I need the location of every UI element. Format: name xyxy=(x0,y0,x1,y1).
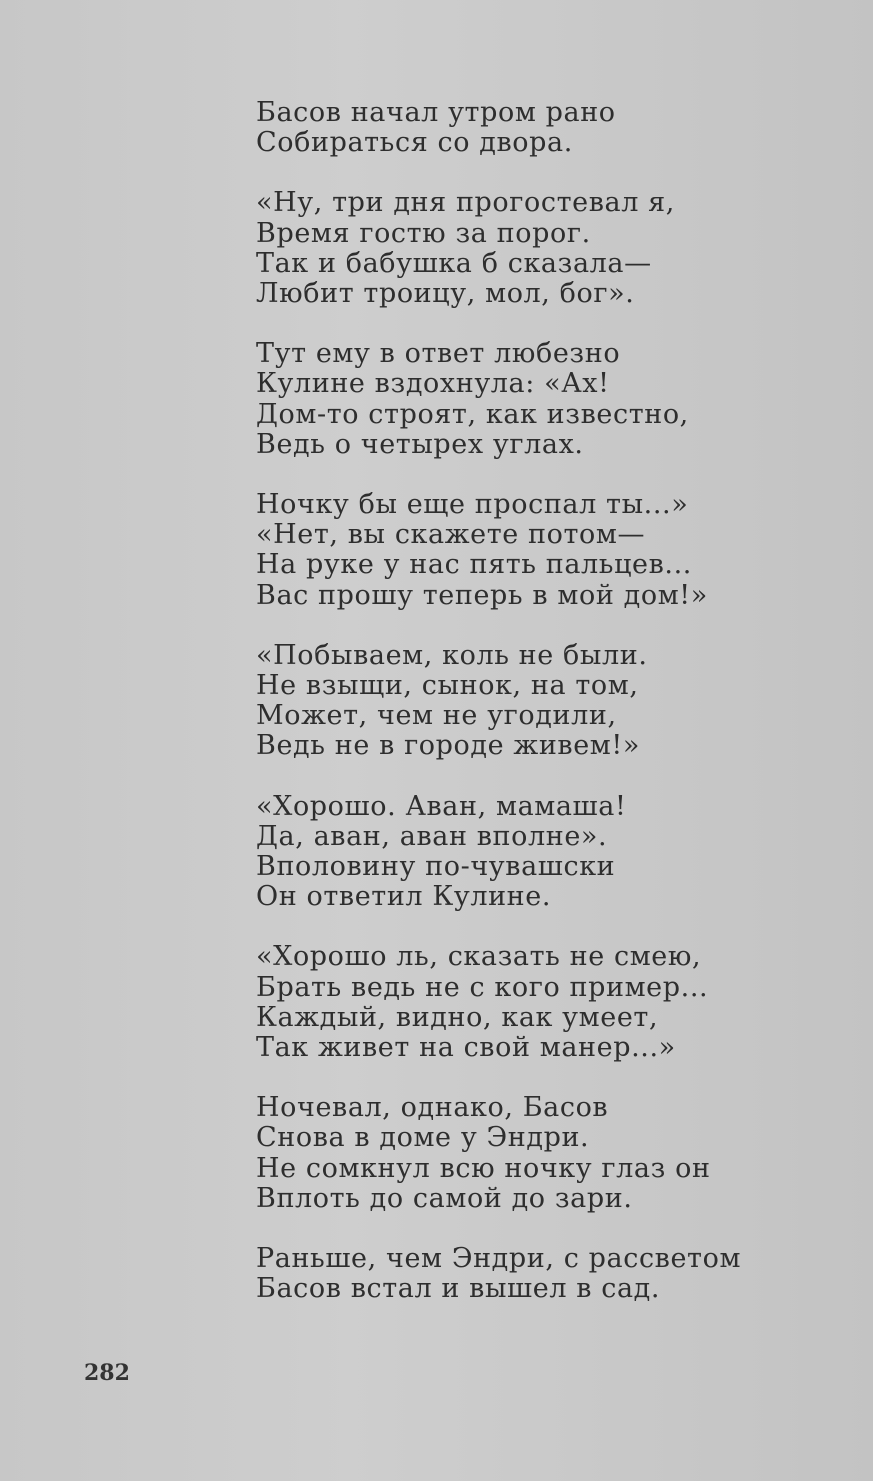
stanza-break xyxy=(256,912,776,942)
poem-line: «Хорошо. Аван, мамаша! xyxy=(256,790,627,822)
poem-line: Не сомкнул всю ночку глаз он xyxy=(256,1152,711,1184)
poem-line: Басов начал утром рано xyxy=(256,97,616,128)
poem-line: Вас прошу теперь в мой дом!» xyxy=(256,579,708,611)
poem-line: Время гостю за порог. xyxy=(256,217,591,249)
poem-line: «Нет, вы скажете потом— xyxy=(256,519,646,551)
poem-line: Может, чем не угодили, xyxy=(256,700,617,732)
poem-line: Вплоть до самой до зари. xyxy=(256,1182,633,1214)
stanza xyxy=(256,641,776,762)
poem-line: Раньше, чем Эндри, с рассветом xyxy=(256,1243,742,1275)
stanza xyxy=(256,792,776,913)
poem-line: Каждый, видно, как умеет, xyxy=(256,1001,659,1033)
stanza xyxy=(256,942,776,1063)
poem-line: Не взыщи, сынок, на том, xyxy=(256,670,639,702)
stanza-break xyxy=(256,460,776,490)
stanza-break xyxy=(256,1063,776,1093)
stanza-break xyxy=(256,762,776,792)
stanza-break xyxy=(256,309,776,339)
stanza xyxy=(256,339,776,460)
stanza xyxy=(256,1244,776,1304)
poem-line: Ведь не в городе живем!» xyxy=(256,730,640,762)
poem-line: Собираться со двора. xyxy=(256,127,573,159)
poem-line: Так живет на свой манер...» xyxy=(256,1032,676,1064)
poem-line: Ночку бы еще проспал ты...» xyxy=(256,489,689,521)
stanza-break xyxy=(256,1214,776,1244)
poem-line: «Побываем, коль не были. xyxy=(256,639,648,671)
poem-line: Тут ему в ответ любезно xyxy=(256,338,621,370)
poem-line: Он ответил Кулине. xyxy=(256,881,552,913)
poem-line: Да, аван, аван вполне». xyxy=(256,820,608,852)
poem-line: Дом-то строят, как известно, xyxy=(256,398,689,430)
poem-line: Басов встал и вышел в сад. xyxy=(256,1273,661,1305)
poem-line: Брать ведь не с кого пример... xyxy=(256,971,709,1003)
stanza xyxy=(256,188,776,309)
poem-line: Ведь о четырех углах. xyxy=(256,428,584,460)
poem-line: Любит троицу, мол, бог». xyxy=(256,278,635,310)
poem-line: «Ну, три дня прогостевал я, xyxy=(256,187,675,219)
stanza-break xyxy=(256,158,776,188)
poem-line: Так и бабушка б сказала— xyxy=(256,247,652,279)
poem-line: Кулине вздохнула: «Ах! xyxy=(256,368,610,400)
stanza xyxy=(256,1093,776,1214)
poem-line: На руке у нас пять пальцев... xyxy=(256,549,692,581)
stanza-break xyxy=(256,611,776,641)
stanza xyxy=(256,98,776,158)
poem-line: Ночевал, однако, Басов xyxy=(256,1092,609,1124)
poem-line: «Хорошо ль, сказать не смею, xyxy=(256,941,702,973)
poem-text xyxy=(256,98,776,1305)
poem-line: Снова в доме у Эндри. xyxy=(256,1122,590,1154)
stanza xyxy=(256,490,776,611)
page-number: 282 xyxy=(84,1360,130,1386)
poem-line: Вполовину по-чувашски xyxy=(256,851,616,883)
